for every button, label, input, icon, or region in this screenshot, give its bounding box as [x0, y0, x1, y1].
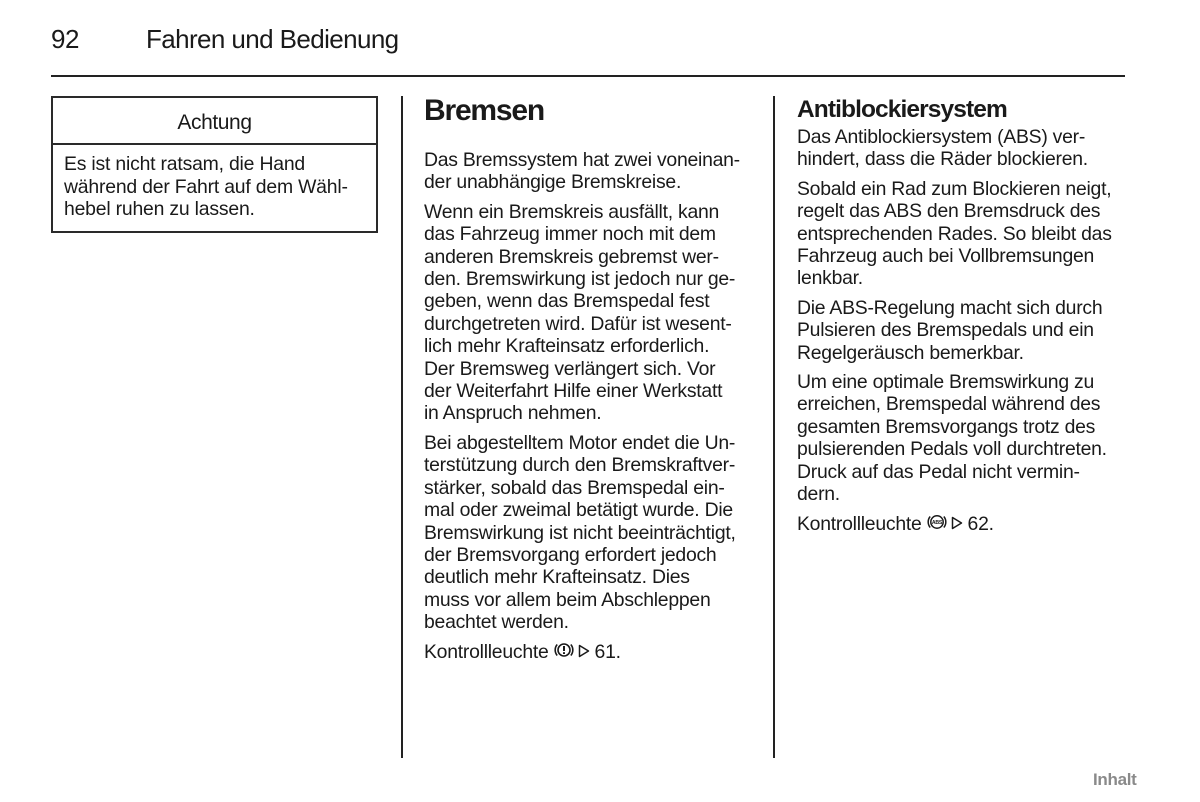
paragraph [797, 371, 1127, 505]
text-line: dern. [797, 483, 840, 506]
text-line: deutlich mehr Krafteinsatz. Dies [424, 566, 690, 589]
text-line: den. Bremswirkung ist jedoch nur ge- [424, 268, 736, 291]
paragraph [424, 201, 756, 425]
brake-warning-icon [553, 641, 575, 664]
page-reference-arrow-icon [951, 513, 963, 535]
reference-page: 61. [594, 641, 621, 664]
page-number: 92 [51, 24, 79, 54]
text-line: Bei abgestelltem Motor endet die Un- [424, 431, 736, 454]
text-line: durchgetreten wird. Dafür ist wesent- [424, 312, 732, 335]
text-line: entsprechenden Rades. So bleibt das [797, 222, 1112, 245]
warning-line: während der Fahrt auf dem Wähl- [64, 175, 348, 198]
column-divider [773, 96, 775, 758]
text-line: hindert, dass die Räder blockieren. [797, 148, 1088, 171]
text-line: in Anspruch nehmen. [424, 402, 602, 425]
warning-line: Es ist nicht ratsam, die Hand [64, 153, 305, 175]
text-line: terstützung durch den Bremskraftver- [424, 454, 736, 477]
text-line: geben, wenn das Bremspedal fest [424, 290, 710, 313]
text-line: das Fahrzeug immer noch mit dem [424, 223, 716, 246]
warning-light-reference[interactable] [797, 513, 1127, 536]
text-line: der Weiterfahrt Hilfe einer Werkstatt [424, 380, 723, 403]
text-line: pulsierenden Pedals voll durchtreten. [797, 438, 1107, 461]
page-reference-arrow-icon [578, 641, 590, 663]
chapter-title: Fahren und Bedienung [146, 24, 399, 54]
text-line: gesamten Bremsvorgangs trotz des [797, 415, 1096, 438]
text-line: muss vor allem beim Abschleppen [424, 588, 711, 611]
abs-icon-text: ABS [931, 519, 942, 526]
warning-box [51, 96, 378, 233]
text-line: Fahrzeug auch bei Vollbremsungen [797, 245, 1095, 268]
section-heading-brakes: Bremsen [424, 94, 544, 127]
text-line: Das Bremssystem hat zwei voneinan- [424, 149, 740, 171]
text-line: beachtet werden. [424, 611, 569, 634]
text-line: lich mehr Krafteinsatz erforderlich. [424, 335, 710, 358]
reference-label: Kontrollleuchte [424, 641, 549, 664]
section-heading-abs: Antiblockiersystem [797, 96, 1007, 123]
warning-title: Achtung [53, 98, 376, 145]
reference-page: 62. [967, 513, 994, 535]
abs-section [797, 96, 1127, 536]
text-line: Der Bremsweg verlängert sich. Vor [424, 357, 716, 380]
contents-link[interactable]: Inhalt [1093, 770, 1137, 789]
paragraph [797, 297, 1127, 364]
text-line: anderen Bremskreis gebremst wer- [424, 245, 719, 268]
reference-label: Kontrollleuchte [797, 513, 922, 535]
text-line: Sobald ein Rad zum Blockieren neigt, [797, 177, 1112, 200]
column-divider [401, 96, 403, 758]
warning-text [53, 145, 376, 221]
text-line: mal oder zweimal betätigt wurde. Die [424, 499, 733, 522]
paragraph [797, 178, 1127, 290]
header-divider [51, 75, 1125, 77]
text-line: Pulsieren des Bremspedals und ein [797, 319, 1094, 342]
text-line: Bremswirkung ist nicht beeinträchtigt, [424, 521, 736, 544]
text-line: der Bremsvorgang erfordert jedoch [424, 543, 717, 566]
text-line: Regelgeräusch bemerkbar. [797, 341, 1024, 364]
warning-line: hebel ruhen zu lassen. [64, 198, 255, 220]
paragraph [424, 149, 756, 194]
abs-warning-icon [926, 513, 948, 536]
text-line: Die ABS-Regelung macht sich durch [797, 296, 1103, 319]
paragraph [424, 432, 756, 634]
text-line: Druck auf das Pedal nicht vermin- [797, 460, 1080, 483]
text-line: erreichen, Bremspedal während des [797, 393, 1101, 416]
text-line: Das Antiblockiersystem (ABS) ver- [797, 126, 1086, 148]
brakes-section [424, 95, 756, 664]
warning-light-reference[interactable] [424, 641, 756, 664]
text-line: Um eine optimale Bremswirkung zu [797, 371, 1094, 394]
paragraph [797, 126, 1127, 171]
text-line: der unabhängige Bremskreise. [424, 171, 682, 194]
page-header [51, 24, 399, 58]
text-line: stärker, sobald das Bremspedal ein- [424, 476, 725, 499]
text-line: lenkbar. [797, 267, 863, 290]
text-line: regelt das ABS den Bremsdruck des [797, 200, 1101, 223]
text-line: Wenn ein Bremskreis ausfällt, kann [424, 200, 720, 223]
